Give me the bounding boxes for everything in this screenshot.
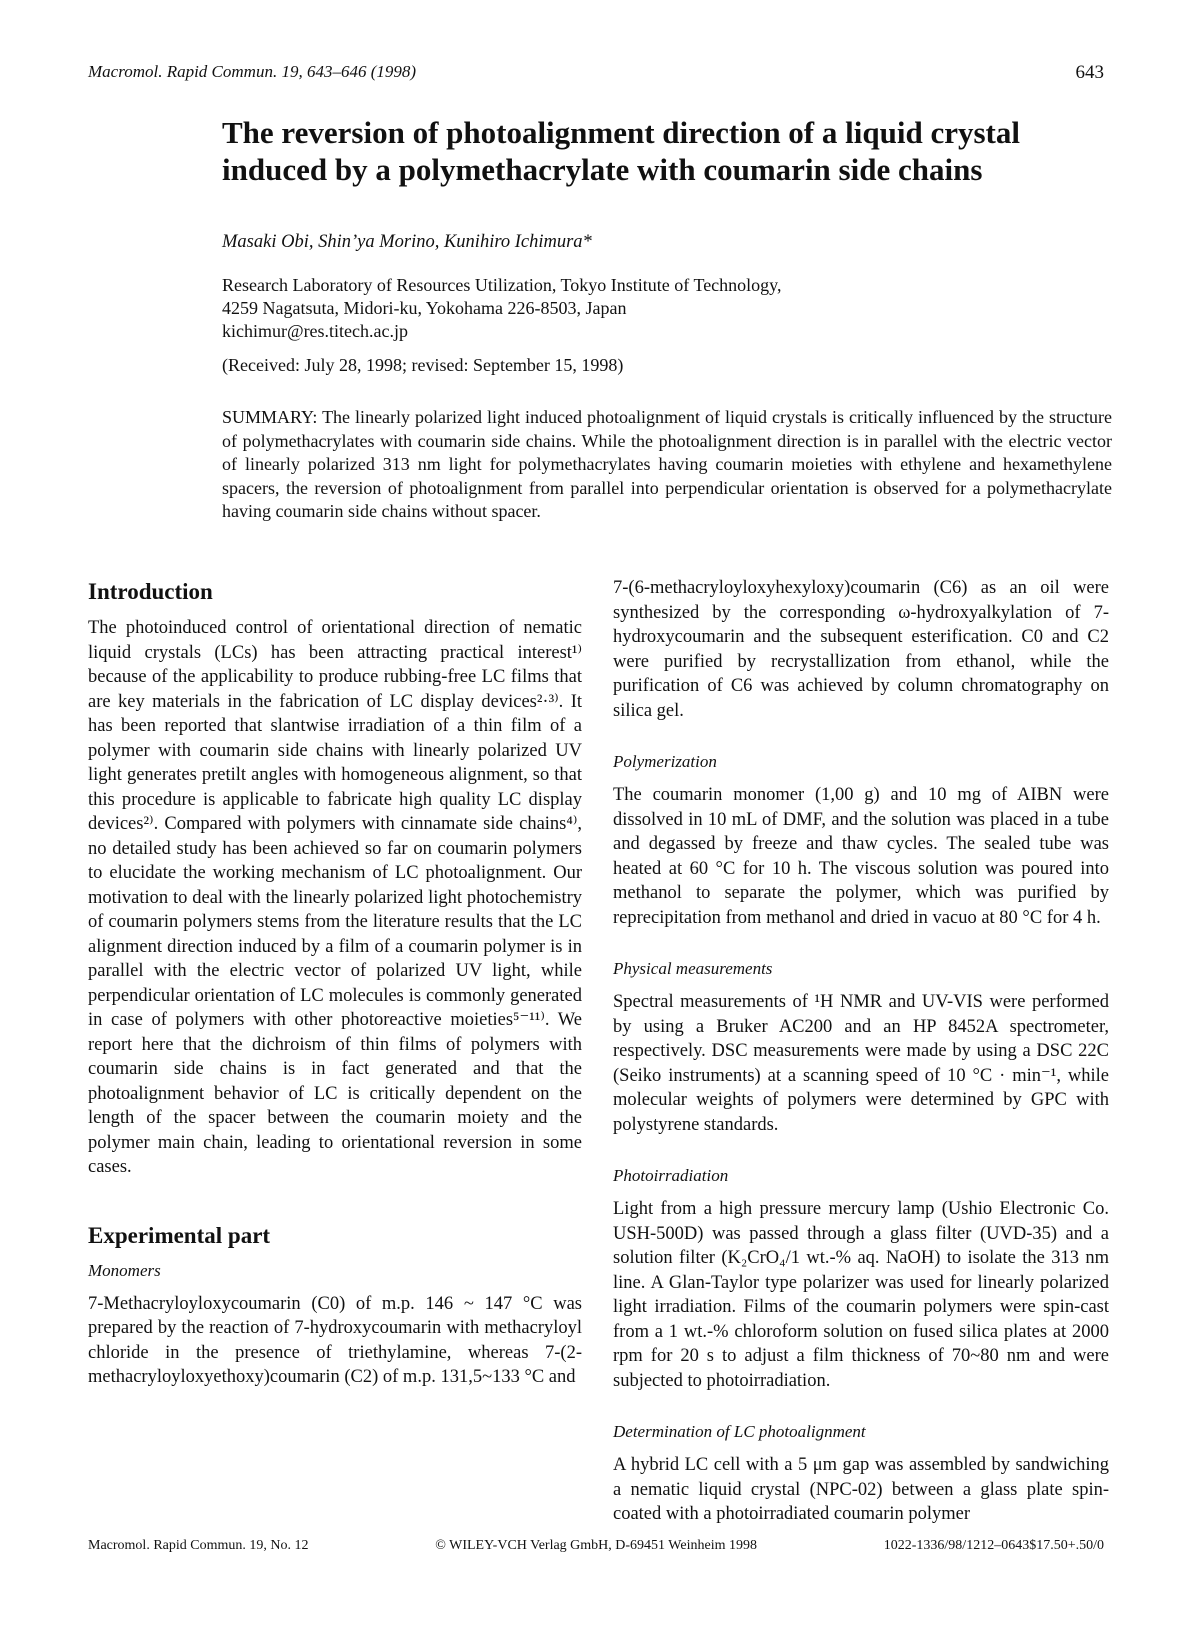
subsection-heading-lc-photoalignment: Determination of LC photoalignment (613, 1422, 866, 1441)
subsection-heading-physical-measurements: Physical measurements (613, 959, 773, 978)
physical-measurements-body: Spectral measurements of ¹H NMR and UV-VIS were performed by using a Bruker AC200 and an HP 8452A spectrometer, respectively. DSC measurements were made by using a DSC 22C (Seiko instruments) at a scanning speed of 10 °C · min⁻¹, while molecular weights of polymers were determined by GPC with polystyrene standards. (613, 992, 1109, 1135)
introduction-body: The photoinduced control of orientational direction of nematic liquid crystals (LCs) has been attracting practical interest¹⁾ because of the applicability to produce rubbing-free LC films that are key materials in the fabrication of LC display devices²·³⁾. It has been reported that slantwise irradiation of a thin film of a polymer with coumarin side chains with linearly polarized UV light generates pretilt angles with homogeneous alignment, so that this procedure is applicable to fabricate high quality LC display devices²⁾. Compared with polymers with cinnamate side chains⁴⁾, no detailed study has been achieved so far on coumarin polymers to elucidate the working mechanism of LC photoalignment. Our motivation to deal with the linearly polarized light photochemistry of coumarin polymers stems from the literature results that the LC alignment direction induced by a film of a coumarin polymer is in parallel with the electric vector of polarized UV light, while perpendicular orientation of LC molecules is commonly generated in case of polymers with other photoreactive moieties⁵⁻¹¹⁾. We report here that the dichroism of thin films of polymers with coumarin side chains is in fact generated and that the photoalignment behavior of LC is critically dependent on the length of the spacer between the coumarin moiety and the polymer main chain, leading to orientational reversion in some cases. (88, 618, 582, 1177)
subsection-heading-monomers: Monomers (88, 1260, 161, 1280)
monomers-body-continued: 7-(6-methacryloyloxyhexyloxy)coumarin (C6) as an oil were synthesized by the corresponding ω-hydroxyalkylation of 7-hydroxycoumarin and the subsequent esterification. C0 and C2 were purified by recrystallization from ethanol, while the purification of C6 was achieved by column chromatography on silica gel. (613, 578, 1109, 721)
left-column (88, 578, 582, 1414)
author-list: Masaki Obi, Shin’ya Morino, Kunihiro Ichimura* (222, 232, 592, 252)
lc-photoalignment-body: A hybrid LC cell with a 5 μm gap was assembled by sandwiching a nematic liquid crystal (NPC-02) between a glass plate spin-coated with a photoirradiated coumarin polymer (613, 1455, 1109, 1524)
subsection-heading-polymerization: Polymerization (613, 752, 717, 771)
right-column (613, 576, 1109, 1527)
section-heading-introduction: Introduction (88, 579, 213, 604)
photoirradiation-body: Light from a high pressure mercury lamp (Ushio Electronic Co. USH-500D) was passed through a glass filter (UVD-35) and a solution filter (K₂CrO₄/1 wt.-% aq. NaOH) to isolate the 313 nm line. A Glan-Taylor type polarizer was used for linearly polarized light irradiation. Films of the coumarin polymers were spin-cast from a 1 wt.-% chloroform solution on fused silica plates at 2000 rpm for 20 s to adjust a film thickness of 70~80 nm and were subjected to photoirradiation. (613, 1199, 1109, 1391)
affiliation-line: 4259 Nagatsuta, Midori-ku, Yokohama 226-8503, Japan (222, 298, 627, 318)
page-number: 643 (1075, 62, 1104, 83)
summary-abstract: SUMMARY: The linearly polarized light induced photoalignment of liquid crystals is critically influenced by the structure of polymethacrylates with coumarin side chains. While the photoalignment direction is in parallel with the electric vector of linearly polarized 313 nm light for polymethacrylates having coumarin moieties with ethylene and hexamethylene spacers, the reversion of photoalignment from parallel into perpendicular orientation is observed for a polymethacrylate having coumarin side chains without spacer. (222, 407, 1112, 521)
footer-copyright: © WILEY-VCH Verlag GmbH, D-69451 Weinheim 1998 (435, 1538, 757, 1553)
monomers-body: 7-Methacryloyloxycoumarin (C0) of m.p. 146 ~ 147 °C was prepared by the reaction of 7-hydroxycoumarin with methacryloyl chloride in the presence of triethylamine, whereas 7-(2-methacryloyloxyethoxy)coumarin (C2) of m.p. 131,5~133 °C and (88, 1293, 582, 1387)
footer-code: 1022-1336/98/1212–0643$17.50+.50/0 (883, 1538, 1104, 1553)
footer-journal-issue: Macromol. Rapid Commun. 19, No. 12 (88, 1538, 309, 1553)
polymerization-body: The coumarin monomer (1,00 g) and 10 mg of AIBN were dissolved in 10 mL of DMF, and the solution was placed in a tube and degassed by freeze and thaw cycles. The sealed tube was heated at 60 °C for 10 h. The viscous solution was poured into methanol to separate the polymer, which was purified by reprecipitation from methanol and dried in vacuo at 80 °C for 4 h. (613, 785, 1109, 928)
affiliation-block (222, 274, 782, 343)
page-footer (88, 1538, 1104, 1554)
article-title: The reversion of photoalignment direction of a liquid crystal induced by a polymethacrylate with coumarin side chains (222, 115, 1020, 187)
received-dates: (Received: July 28, 1998; revised: September 15, 1998) (222, 355, 624, 375)
affiliation-line: Research Laboratory of Resources Utilization, Tokyo Institute of Technology, (222, 275, 782, 295)
subsection-heading-photoirradiation: Photoirradiation (613, 1166, 729, 1185)
author-email: kichimur@res.titech.ac.jp (222, 321, 409, 341)
section-heading-experimental: Experimental part (88, 1222, 271, 1248)
running-head (88, 62, 1104, 84)
journal-citation: Macromol. Rapid Commun. 19, 643–646 (1998) (88, 62, 417, 81)
